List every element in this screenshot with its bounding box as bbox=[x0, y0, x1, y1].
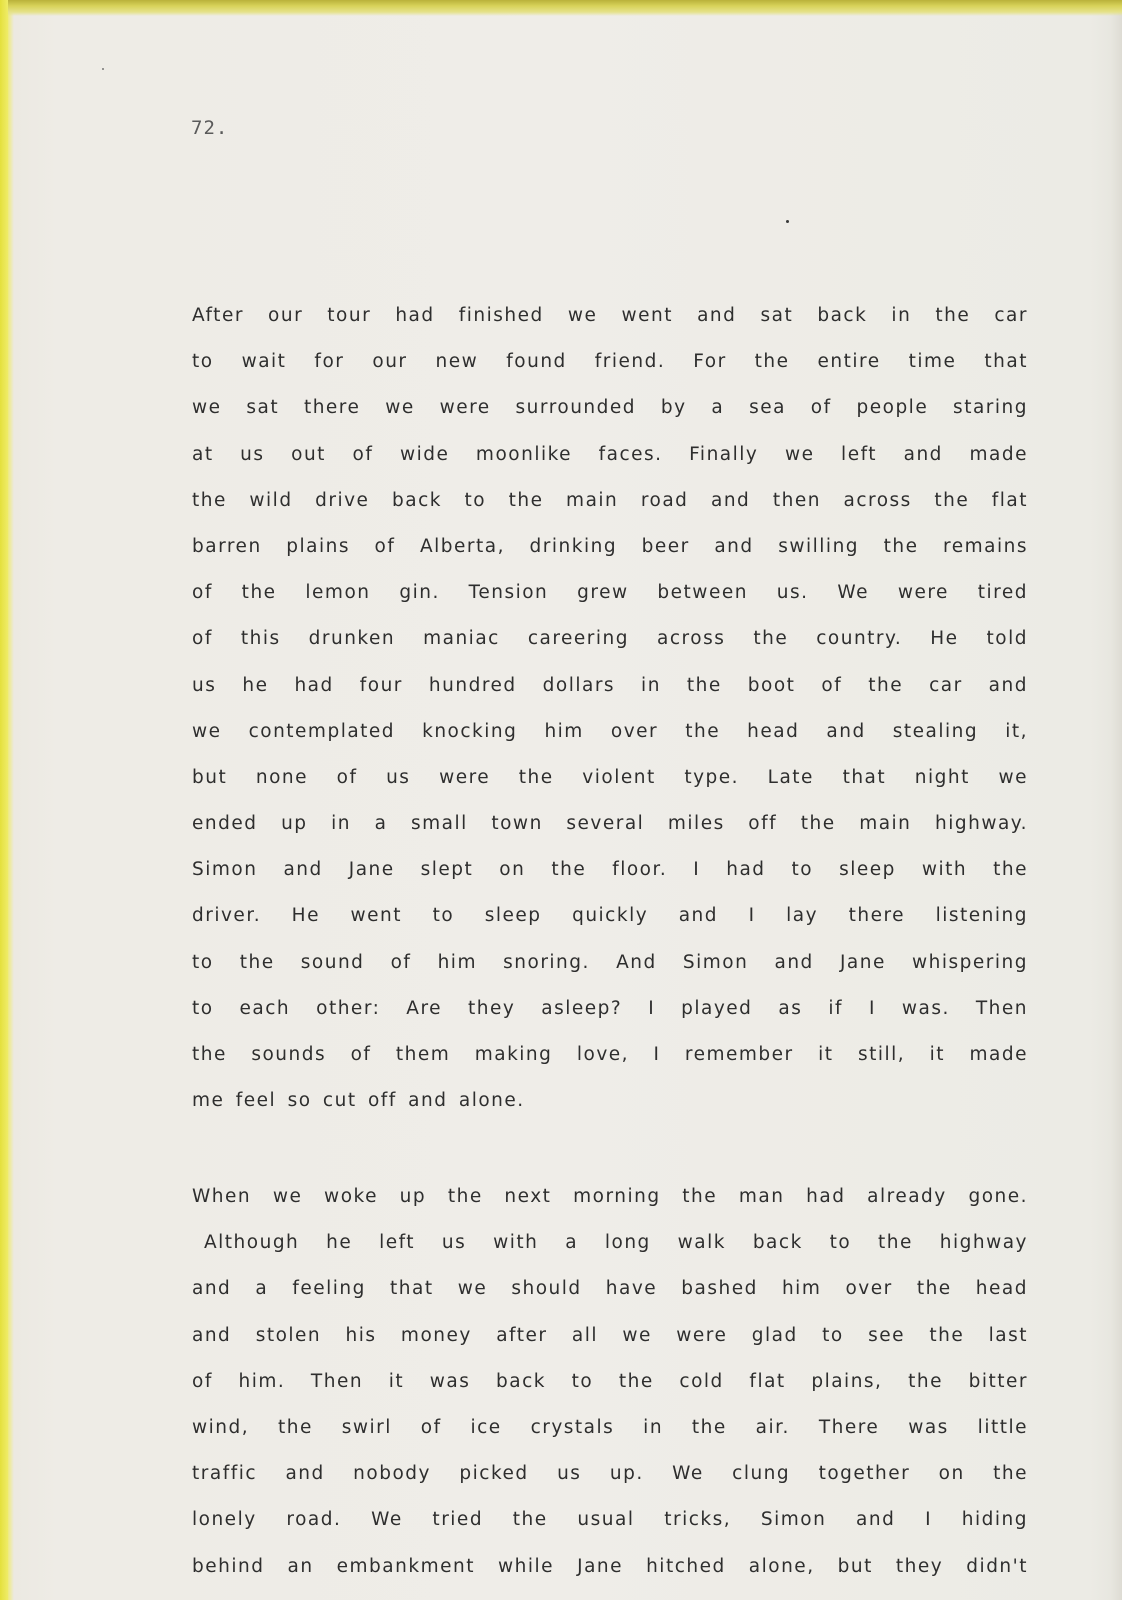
text-line: driver. He went to sleep quickly and I lay there listening bbox=[192, 905, 1028, 927]
text-line: the wild drive back to the main road and then across the flat bbox=[192, 489, 1028, 511]
paragraph-1 bbox=[192, 293, 1028, 1124]
text-line: we sat there we were surrounded by a sea of people staring bbox=[192, 397, 1028, 419]
text-line: wind, the swirl of ice crystals in the air. There was little bbox=[192, 1416, 1028, 1438]
text-line: After our tour had finished we went and sat back in the car bbox=[192, 305, 1028, 326]
paragraph-2 bbox=[192, 1174, 1028, 1590]
text-line: we contemplated knocking him over the head and stealing it, bbox=[192, 720, 1028, 742]
paper-speck bbox=[786, 220, 789, 223]
text-line: of this drunken maniac careering across the country. He told bbox=[192, 628, 1028, 650]
page-top-edge bbox=[0, 0, 1122, 16]
text-line: ended up in a small town several miles off the main highway. bbox=[192, 813, 1028, 835]
page-number: 72. bbox=[191, 117, 229, 139]
text-line: me feel so cut off and alone. bbox=[192, 1090, 525, 1112]
text-line: to wait for our new found friend. For the entire time that bbox=[192, 351, 1028, 373]
paper-speck bbox=[102, 68, 104, 70]
text-line: of the lemon gin. Tension grew between us. We were tired bbox=[192, 582, 1028, 604]
text-line: barren plains of Alberta, drinking beer and swilling the remains bbox=[192, 535, 1028, 557]
text-line: at us out of wide moonlike faces. Finally we left and made bbox=[192, 443, 1028, 465]
text-line: traffic and nobody picked us up. We clung together on the bbox=[192, 1463, 1028, 1485]
text-line: lonely road. We tried the usual tricks, Simon and I hiding bbox=[192, 1509, 1028, 1531]
text-line: and stolen his money after all we were glad to see the last bbox=[192, 1324, 1028, 1346]
text-line: to the sound of him snoring. And Simon and Jane whispering bbox=[192, 951, 1028, 973]
text-line: behind an embankment while Jane hitched alone, but they didn't bbox=[192, 1555, 1028, 1577]
text-line: and a feeling that we should have bashed him over the head bbox=[192, 1278, 1028, 1300]
page-left-edge bbox=[0, 0, 8, 1600]
text-line: When we woke up the next morning the man had already gone. bbox=[192, 1186, 1028, 1207]
text-line: the sounds of them making love, I remember it still, it made bbox=[192, 1044, 1028, 1065]
text-line: but none of us were the violent type. Late that night we bbox=[192, 766, 1028, 788]
text-line: of him. Then it was back to the cold flat plains, the bitter bbox=[192, 1370, 1028, 1392]
text-line: to each other: Are they asleep? I played as if I was. Then bbox=[192, 997, 1028, 1019]
text-line: Although he left us with a long walk back to the highway bbox=[204, 1232, 1028, 1254]
text-line: us he had four hundred dollars in the boot of the car and bbox=[192, 674, 1028, 696]
text-line: Simon and Jane slept on the floor. I had to sleep with the bbox=[192, 859, 1028, 881]
